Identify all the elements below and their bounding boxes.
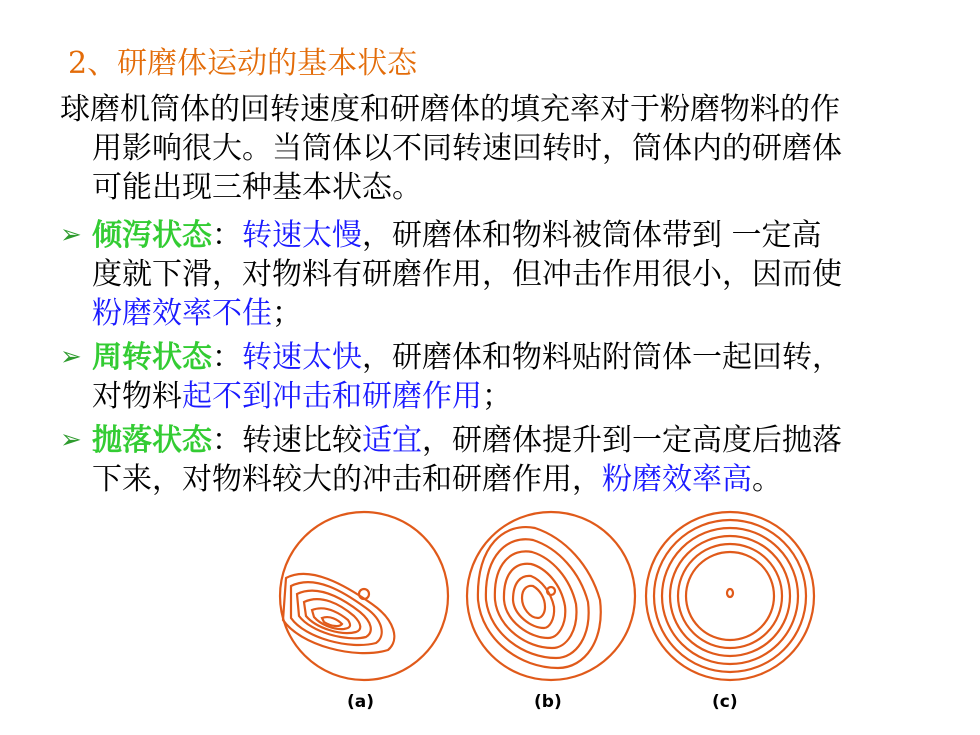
center-marker-c bbox=[727, 589, 733, 597]
section-title: 2、研磨体运动的基本状态 bbox=[68, 46, 418, 81]
highlight-efficiency: 粉磨效率高 bbox=[602, 462, 752, 497]
label-c: (c) bbox=[712, 692, 738, 712]
arrow-bullet-icon: ➢ bbox=[60, 425, 82, 455]
diagram-a-cascading bbox=[280, 512, 448, 680]
bullet-text-pre: 转速比较 bbox=[242, 423, 362, 458]
separator: ： bbox=[212, 218, 242, 253]
intro-line-2: 用影响很大。当筒体以不同转速回转时，筒体内的研磨体 bbox=[92, 131, 842, 166]
separator: ： bbox=[212, 340, 242, 375]
bullet-line-2: 下来，对物料较大的冲击和研磨作用， bbox=[92, 462, 602, 497]
diagram-c-centrifuging bbox=[646, 512, 814, 680]
arrow-bullet-icon: ➢ bbox=[60, 220, 82, 250]
label-b: (b) bbox=[534, 692, 562, 712]
arrow-bullet-icon: ➢ bbox=[60, 342, 82, 372]
bullet-line-2: 度就下滑，对物料有研磨作用，但冲击作用很小，因而使 bbox=[92, 257, 842, 292]
diagram-b bbox=[467, 512, 635, 680]
highlight-speed: 转速太慢 bbox=[242, 218, 362, 253]
bullet-term: 抛落状态 bbox=[92, 423, 212, 458]
separator: ： bbox=[212, 423, 242, 458]
intro-line-1: 球磨机筒体的回转速度和研磨体的填充率对于粉磨物料的作 bbox=[60, 92, 840, 127]
bullet-text: ，研磨体提升到一定高度后抛落 bbox=[422, 423, 842, 458]
bullet-line-2: 对物料 bbox=[92, 379, 182, 414]
orbit-b-5 bbox=[513, 576, 554, 628]
mill-shell-a bbox=[280, 512, 448, 680]
bullet-end: ； bbox=[482, 379, 512, 414]
bullet-term: 倾泻状态 bbox=[92, 218, 212, 253]
bullet-end: ； bbox=[272, 296, 302, 331]
bullet-end: 。 bbox=[752, 462, 782, 497]
label-a: (a) bbox=[347, 692, 375, 712]
bullet-text: ，研磨体和物料被筒体带到 一定高 bbox=[362, 218, 822, 253]
highlight-efficiency: 粉磨效率不佳 bbox=[92, 296, 272, 331]
bullet-term: 周转状态 bbox=[92, 340, 212, 375]
intro-line-3: 可能出现三种基本状态。 bbox=[92, 170, 422, 205]
orbit-b-2 bbox=[486, 539, 589, 658]
bullet-text: ，研磨体和物料贴附筒体一起回转， bbox=[362, 340, 842, 375]
highlight-effect: 起不到冲击和研磨作用 bbox=[182, 379, 482, 414]
highlight-suitable: 适宜 bbox=[362, 423, 422, 458]
orbit-b-6 bbox=[522, 586, 545, 618]
highlight-speed: 转速太快 bbox=[242, 340, 362, 375]
